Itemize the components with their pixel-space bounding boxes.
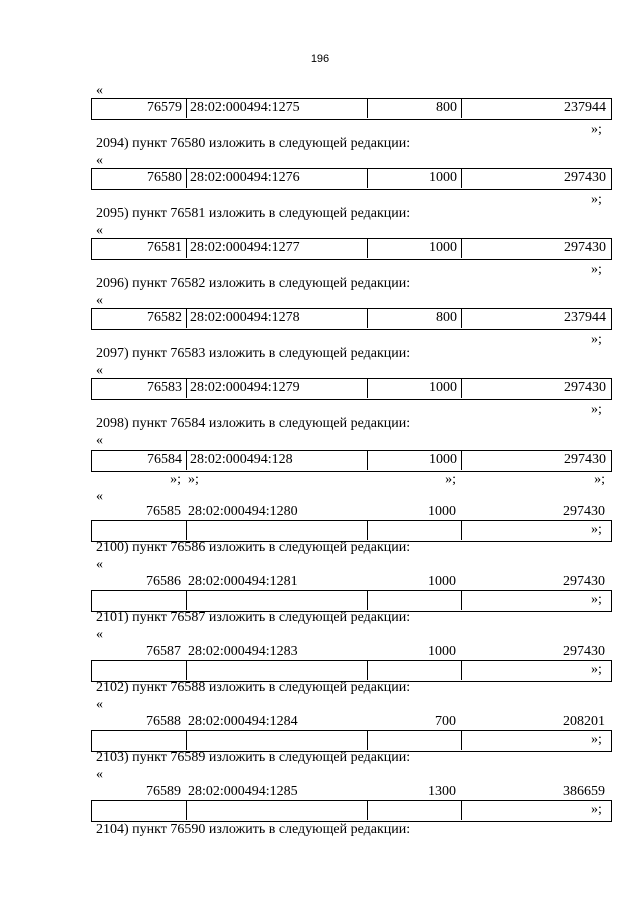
- amendment-heading: 2104) пункт 76590 изложить в следующей редакции:: [96, 822, 411, 837]
- close-quote-mark: »;: [591, 592, 602, 607]
- cadastral-number-cell: 28:02:000494:1280: [188, 504, 298, 519]
- area-cell: 800: [367, 308, 461, 328]
- value-cell: 237944: [461, 98, 611, 118]
- open-quote-mark: «: [96, 363, 103, 378]
- amendment-heading: 2098) пункт 76584 изложить в следующей редакции:: [96, 416, 411, 431]
- cadastral-number-cell: 28:02:000494:1277: [186, 238, 367, 258]
- cadastral-number-cell: 28:02:000494:1281: [188, 574, 298, 589]
- area-cell: 1300: [428, 784, 456, 799]
- row-number-cell: 76584: [147, 452, 182, 467]
- close-quote-line: [0, 660, 640, 680]
- amendment-heading: 2101) пункт 76587 изложить в следующей редакции:: [96, 610, 411, 625]
- value-cell: 297430: [461, 238, 611, 258]
- open-quote-mark: «: [96, 223, 103, 238]
- open-quote-mark: «: [96, 433, 103, 448]
- table-row: [91, 98, 612, 120]
- area-cell: 700: [435, 714, 456, 729]
- value-cell: 297430: [461, 450, 611, 470]
- quote-mark-cell: »;: [188, 472, 199, 487]
- close-quote-mark: »;: [591, 192, 602, 207]
- amendment-heading: 2096) пункт 76582 изложить в следующей редакции:: [96, 276, 411, 291]
- value-cell: 297430: [563, 504, 605, 519]
- area-cell: 1000: [428, 574, 456, 589]
- amendment-heading: 2102) пункт 76588 изложить в следующей редакции:: [96, 680, 411, 695]
- table-row: [91, 378, 612, 400]
- close-quote-mark: »;: [591, 402, 602, 417]
- cadastral-number-cell: 28:02:000494:1283: [188, 644, 298, 659]
- open-quote-line: [0, 431, 640, 451]
- cadastral-number-cell: 28:02:000494:1275: [186, 98, 367, 118]
- table-row: [91, 642, 610, 662]
- open-quote-mark: «: [96, 557, 103, 572]
- close-quote-mark: »;: [591, 732, 602, 747]
- area-cell: 800: [367, 98, 461, 118]
- close-quote-mark: »;: [591, 522, 602, 537]
- row-number-cell: 76589: [146, 784, 181, 799]
- amendment-heading: 2103) пункт 76589 изложить в следующей редакции:: [96, 750, 411, 765]
- quote-mark-cell: »;: [170, 472, 181, 487]
- table-row: [91, 168, 612, 190]
- page-number: 196: [310, 53, 330, 65]
- close-quote-line: [0, 730, 640, 750]
- open-quote-mark: «: [96, 627, 103, 642]
- quote-mark-cell: »;: [445, 472, 456, 487]
- close-quote-mark: »;: [591, 332, 602, 347]
- row-number-cell: 76583: [147, 380, 182, 395]
- open-quote-mark: «: [96, 697, 103, 712]
- value-cell: 386659: [563, 784, 605, 799]
- cadastral-number-cell: 28:02:000494:1285: [188, 784, 298, 799]
- table-row: [91, 308, 612, 330]
- amendment-heading: 2095) пункт 76581 изложить в следующей редакции:: [96, 206, 411, 221]
- table-row: [91, 782, 610, 802]
- cadastral-number-cell: 28:02:000494:128: [186, 450, 367, 470]
- amendment-heading: 2097) пункт 76583 изложить в следующей редакции:: [96, 346, 411, 361]
- amendment-heading: 2094) пункт 76580 изложить в следующей редакции:: [96, 136, 411, 151]
- close-quote-line: [0, 800, 640, 820]
- value-cell: 297430: [563, 574, 605, 589]
- open-quote-mark: «: [96, 153, 103, 168]
- value-cell: 297430: [461, 168, 611, 188]
- close-quote-mark: »;: [591, 122, 602, 137]
- close-quote-mark: »;: [591, 262, 602, 277]
- area-cell: 1000: [367, 450, 461, 470]
- open-quote-mark: «: [96, 293, 103, 308]
- close-quote-line: [0, 520, 640, 540]
- row-number-cell: 76588: [146, 714, 181, 729]
- area-cell: 1000: [367, 238, 461, 258]
- area-cell: 1000: [428, 504, 456, 519]
- row-number-cell: 76579: [147, 100, 182, 115]
- cadastral-number-cell: 28:02:000494:1284: [188, 714, 298, 729]
- table-row: [91, 712, 610, 732]
- value-cell: 297430: [461, 378, 611, 398]
- row-number-cell: 76580: [147, 170, 182, 185]
- row-number-cell: 76581: [147, 240, 182, 255]
- close-quote-mark: »;: [591, 662, 602, 677]
- value-cell: 297430: [563, 644, 605, 659]
- value-cell: 237944: [461, 308, 611, 328]
- table-row: [91, 572, 610, 592]
- amendment-heading: 2100) пункт 76586 изложить в следующей редакции:: [96, 540, 411, 555]
- table-row: [91, 502, 610, 522]
- area-cell: 1000: [367, 378, 461, 398]
- cadastral-number-cell: 28:02:000494:1276: [186, 168, 367, 188]
- area-cell: 1000: [428, 644, 456, 659]
- row-number-cell: 76582: [147, 310, 182, 325]
- close-quote-mark: »;: [591, 802, 602, 817]
- close-quote-line: [0, 590, 640, 610]
- value-cell: 208201: [563, 714, 605, 729]
- quote-mark-cell: »;: [594, 472, 605, 487]
- row-number-cell: 76586: [146, 574, 181, 589]
- table-row: [91, 238, 612, 260]
- cadastral-number-cell: 28:02:000494:1279: [186, 378, 367, 398]
- open-quote-mark: «: [96, 489, 103, 504]
- row-number-cell: 76585: [146, 504, 181, 519]
- cadastral-number-cell: 28:02:000494:1278: [186, 308, 367, 328]
- table-row: [91, 450, 612, 472]
- open-quote-mark: «: [96, 767, 103, 782]
- area-cell: 1000: [367, 168, 461, 188]
- open-quote-mark: «: [96, 83, 103, 98]
- row-number-cell: 76587: [146, 644, 181, 659]
